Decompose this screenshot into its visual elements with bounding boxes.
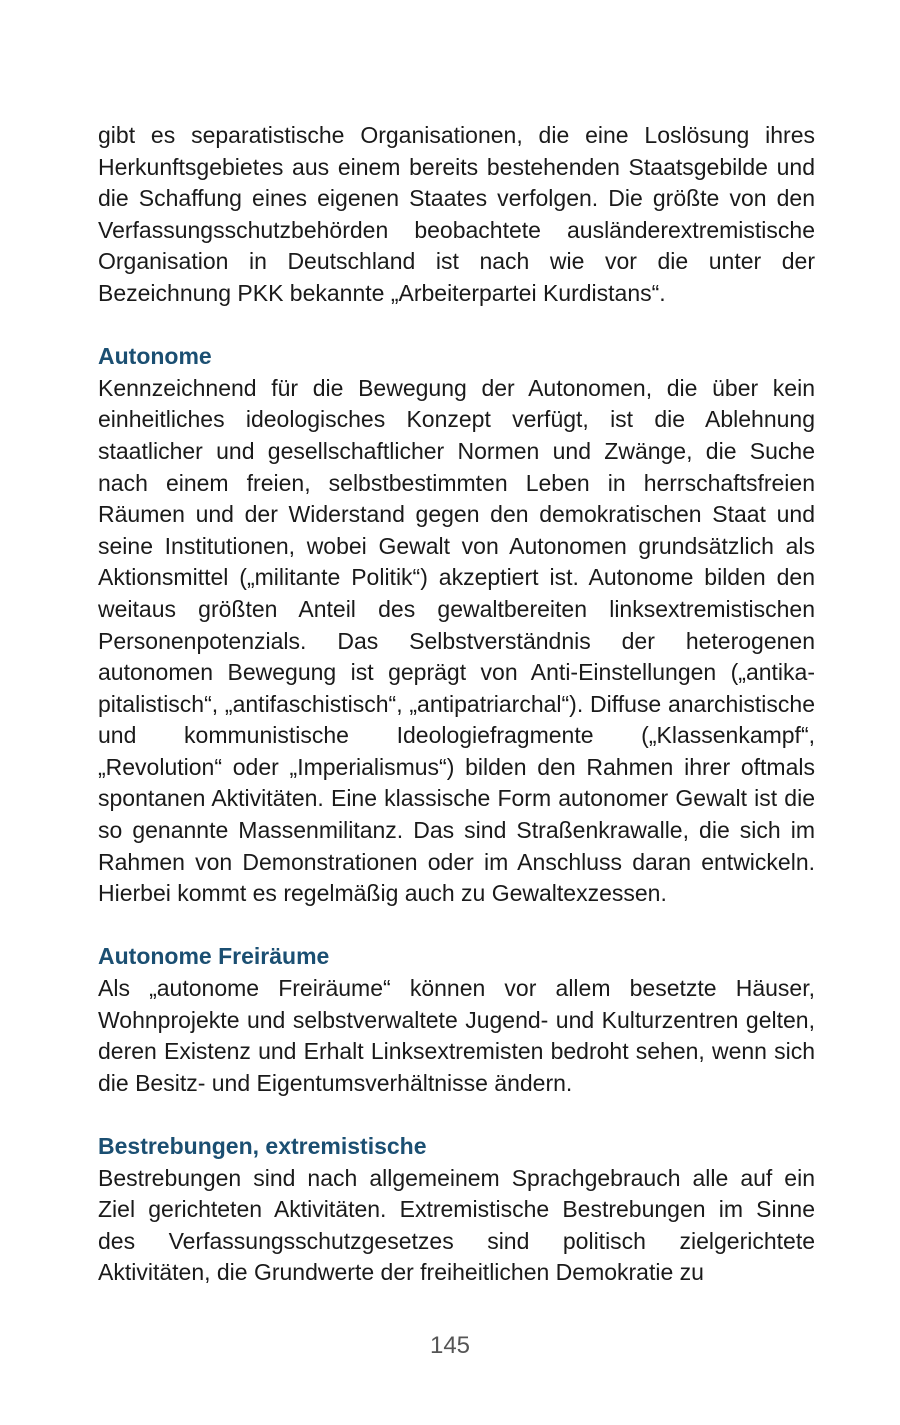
section-autonome-freiraeume xyxy=(98,941,815,1099)
section-heading: Autonome xyxy=(98,343,212,370)
intro-paragraph: gibt es separatistische Organisationen, die eine Loslösung ihres Herkunftsgebietes aus einem bereits bestehenden Staatsgebilde und die Schaffung eines eigenen Staates verfolgen. Die größte von den Verfassungsschutzbehörden beobachtete ausländerextremistische Organisation in Deutschland ist nach wie vor die unter der Bezeichnung PKK bekannte „Arbeiterpartei Kurdistans“. xyxy=(98,122,815,306)
section-heading: Autonome Freiräume xyxy=(98,943,330,970)
section-heading: Bestrebungen, extremistische xyxy=(98,1133,427,1159)
section-bestrebungen xyxy=(98,1131,815,1289)
section-autonome xyxy=(98,341,815,910)
section-paragraph: Bestrebungen sind nach allgemeinem Sprachgebrauch alle auf ein Ziel gerichteten Aktivitäten. Extremistische Bestrebungen im Sinne des Verfassungsschutzgesetzes sind politisch zielgerichtete Aktivitäten, die Grundwerte der freiheitlichen Demokratie zu xyxy=(98,1164,815,1286)
page-number: 145 xyxy=(429,1332,471,1359)
section-paragraph: Als „autonome Freiräume“ können vor allem besetzte Häuser, Wohnprojekte und selbstverwaltete Jugend- und Kulturzentren gelten, deren Existenz und Erhalt Linksextremisten bedroht sehen, wenn sich die Besitz- und Eigentumsverhältnisse ändern. xyxy=(98,975,815,1096)
page-body xyxy=(98,120,815,1289)
section-paragraph: Kennzeichnend für die Bewegung der Autonomen, die über kein einheitliches ideologisches Konzept verfügt, ist die Ablehnung staatlicher und gesellschaftlicher Normen und Zwänge, die Suche nach einem freien, selbstbestimmten Leben in herrschaftsfreien Räumen und der Widerstand gegen den demokratischen Staat und seine Institutionen, wobei Gewalt von Autonomen grundsätzlich als Aktionsmittel („militante Politik“) akzeptiert ist. Autonome bilden den weitaus größten Anteil des gewaltbereiten linksextremistischen Personenpotenzials. Das Selbstverständnis der heterogenen autonomen Bewegung ist geprägt von Anti-Einstellungen („antikapitalistisch“, „antifaschistisch“, „antipatriarchal“). Diffuse anarchistische und kommunistische Ideologiefragmente („Klassenkampf“, „Revolution“ oder „Imperialismus“) bilden den Rahmen ihrer oftmals spontanen Aktivitäten. Eine klassische Form autonomer Gewalt ist die so genannte Massenmilitanz. Das sind Straßenkrawalle, die sich im Rahmen von Demonstrationen oder im Anschluss daran entwickeln. Hierbei kommt es regelmäßig auch zu Gewaltexzessen. xyxy=(98,374,815,907)
